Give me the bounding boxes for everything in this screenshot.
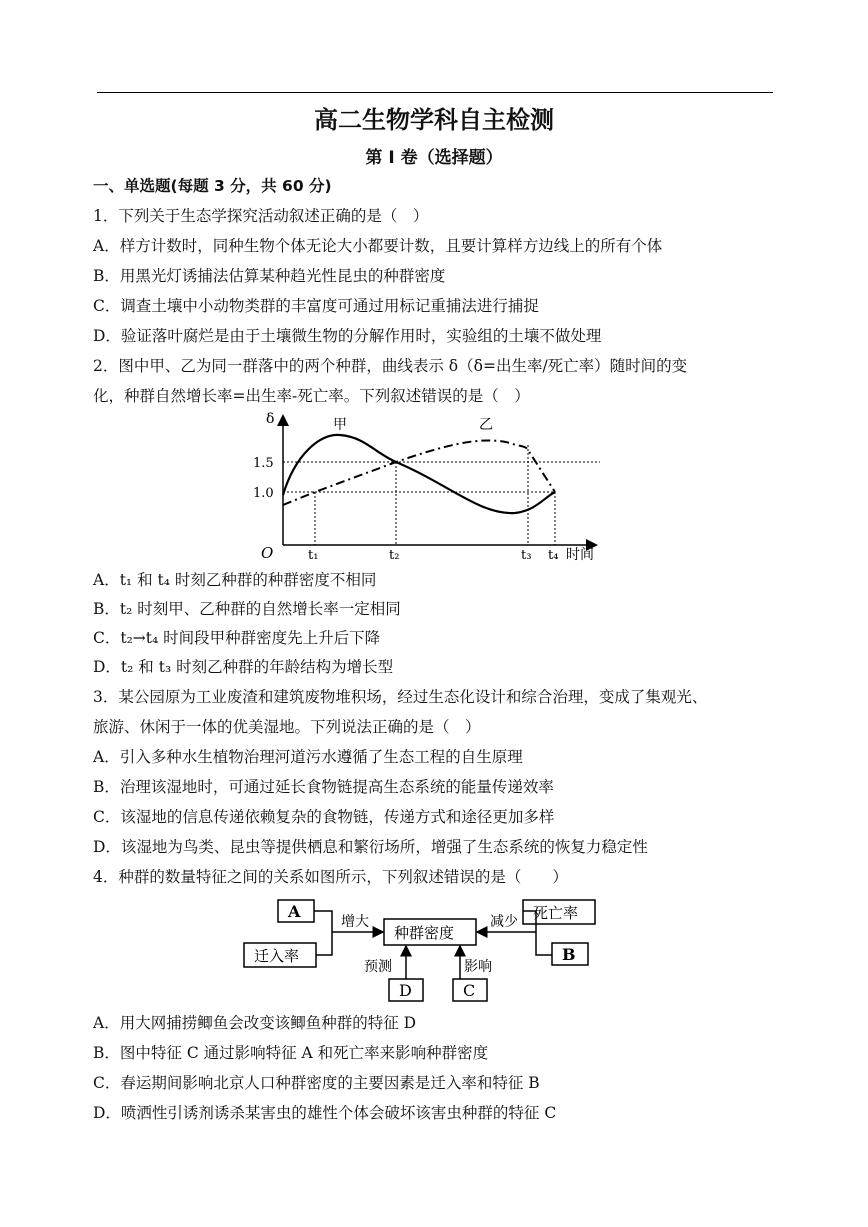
box-a-label: A xyxy=(288,902,301,921)
q3-stem-line2: 旅游、休闲于一体的优美湿地。下列说法正确的是（ ） xyxy=(93,718,481,736)
section-subtitle: 第 I 卷（选择题） xyxy=(365,148,503,168)
box-death-label: 死亡率 xyxy=(533,904,579,922)
q3-option-b: B．治理该湿地时，可通过延长食物链提高生态系统的能量传递效率 xyxy=(93,778,554,796)
header-rule xyxy=(97,92,773,93)
q2-option-c: C．t₂→t₄ 时间段甲种群密度先上升后下降 xyxy=(93,629,381,647)
q1-stem: 1．下列关于生态学探究活动叙述正确的是（ ） xyxy=(93,207,429,225)
box-c-label: C xyxy=(463,981,476,1000)
q3-option-d: D．该湿地为鸟类、昆虫等提供栖息和繁衍场所，增强了生态系统的恢复力稳定性 xyxy=(93,838,648,856)
q4-option-a: A．用大网捕捞鲫鱼会改变该鲫鱼种群的特征 D xyxy=(93,1014,417,1032)
q3-stem-line1: 3．某公园原为工业废渣和建筑废物堆积场，经过生态化设计和综合治理，变成了集观光、 xyxy=(93,688,708,706)
q1-option-a: A．样方计数时，同种生物个体无论大小都要计数，且要计算样方边线上的所有个体 xyxy=(93,237,663,255)
page-title: 高二生物学科自主检测 xyxy=(314,106,554,134)
q4-option-c: C．春运期间影响北京人口种群密度的主要因素是迁入率和特征 B xyxy=(93,1074,540,1092)
x-axis-label: 时间 xyxy=(566,547,594,563)
q3-option-c: C．该湿地的信息传递依赖复杂的食物链，传递方式和途径更加多样 xyxy=(93,808,555,826)
q2-option-d: D．t₂ 和 t₃ 时刻乙种群的年龄结构为增长型 xyxy=(93,658,394,676)
origin-label: O xyxy=(261,544,274,562)
label-decrease: 减少 xyxy=(490,914,518,930)
q2-option-b: B．t₂ 时刻甲、乙种群的自然增长率一定相同 xyxy=(93,600,401,618)
ytick-1-5: 1.5 xyxy=(253,456,274,471)
series-jia-curve xyxy=(283,435,555,513)
q3-option-a: A．引入多种水生植物治理河道污水遵循了生态工程的自生原理 xyxy=(93,748,523,766)
q2-stem-line1: 2．图中甲、乙为同一群落中的两个种群，曲线表示 δ（δ=出生率/死亡率）随时间的变 xyxy=(93,357,688,375)
label-affect: 影响 xyxy=(464,959,492,975)
label-predict: 预测 xyxy=(364,959,392,975)
box-d-label: D xyxy=(399,981,412,1000)
q4-option-b: B．图中特征 C 通过影响特征 A 和死亡率来影响种群密度 xyxy=(93,1044,489,1062)
q1-option-d: D．验证落叶腐烂是由于土壤微生物的分解作用时，实验组的土壤不做处理 xyxy=(93,327,602,345)
q4-diagram xyxy=(240,896,610,1006)
section-heading: 一、单选题(每题 3 分，共 60 分) xyxy=(93,177,332,195)
q2-option-a: A．t₁ 和 t₄ 时刻乙种群的种群密度不相同 xyxy=(93,571,377,589)
box-immigration-label: 迁入率 xyxy=(254,947,300,965)
xtick-t2: t₂ xyxy=(389,548,400,563)
q4-option-d: D．喷洒性引诱剂诱杀某害虫的雄性个体会破坏该害虫种群的特征 C xyxy=(93,1104,557,1122)
series-jia-label: 甲 xyxy=(333,417,347,433)
series-yi-label: 乙 xyxy=(479,417,493,433)
y-axis-label: δ xyxy=(266,411,275,427)
xtick-t3: t₃ xyxy=(521,548,532,563)
xtick-t1: t₁ xyxy=(308,548,319,563)
box-center-label: 种群密度 xyxy=(394,924,455,942)
xtick-t4: t₄ xyxy=(548,548,559,563)
q1-option-b: B．用黑光灯诱捕法估算某种趋光性昆虫的种群密度 xyxy=(93,267,446,285)
label-increase: 增大 xyxy=(341,914,369,930)
q2-chart xyxy=(250,405,620,565)
q2-stem-line2: 化，种群自然增长率=出生率-死亡率。下列叙述错误的是（ ） xyxy=(93,387,530,405)
q4-stem: 4．种群的数量特征之间的关系如图所示，下列叙述错误的是（ ） xyxy=(93,868,568,886)
q1-option-c: C．调查土壤中小动物类群的丰富度可通过用标记重捕法进行捕捉 xyxy=(93,297,539,315)
box-b-label: B xyxy=(562,945,576,964)
ytick-1-0: 1.0 xyxy=(253,486,274,501)
